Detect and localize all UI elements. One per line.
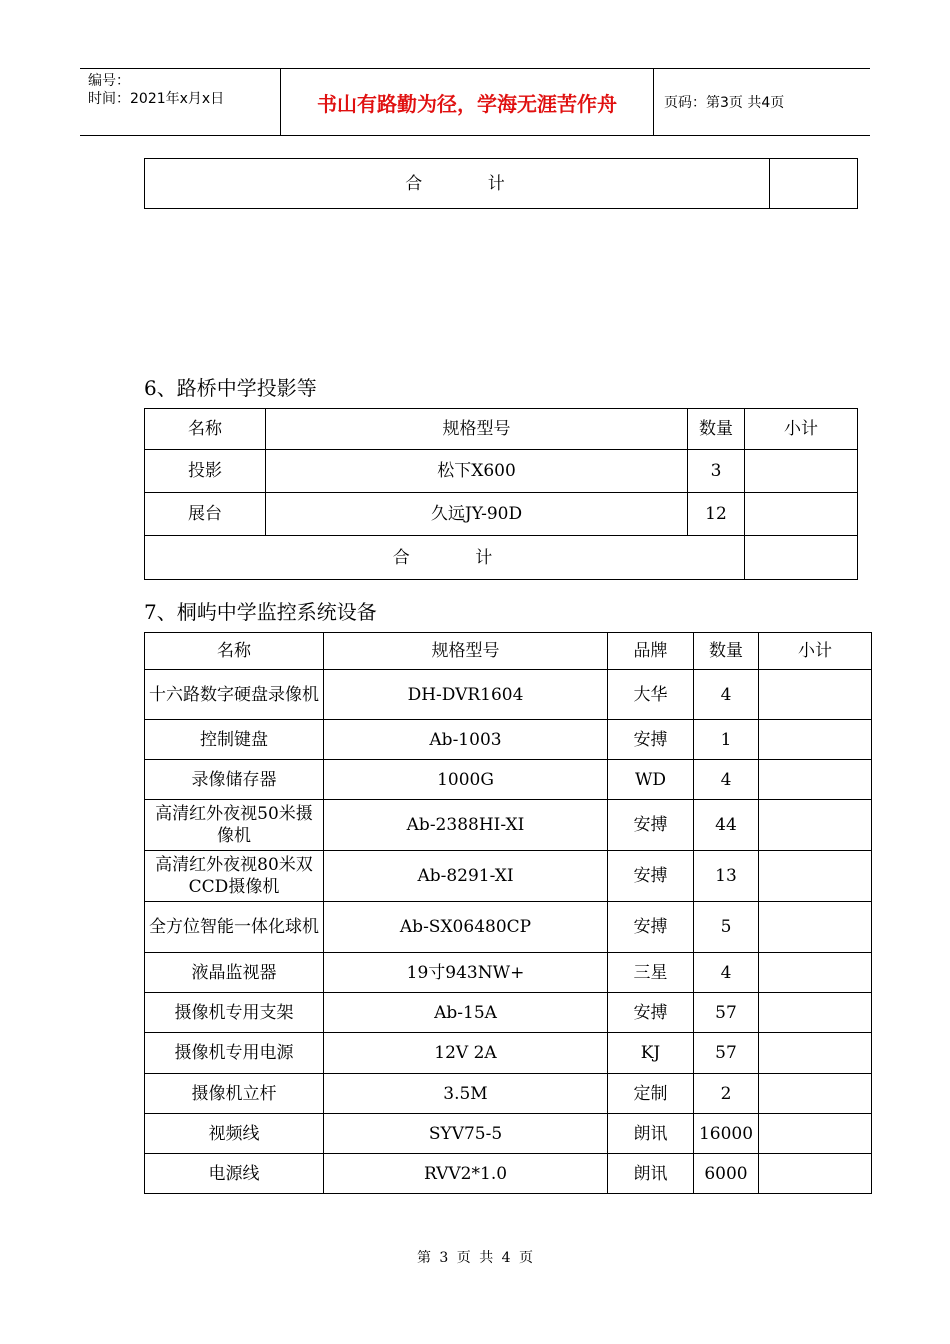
cell-quantity: 4 [694,953,759,993]
cell-model: RVV2*1.0 [324,1154,608,1194]
header-cell: 规格型号 [266,409,688,450]
table-row [145,902,872,953]
cell-name: 高清红外夜视80米双CCD摄像机 [145,851,324,902]
cell-model: Ab-8291-XI [324,851,608,902]
document-date: 时间：2021年x月x日 [88,91,225,107]
table-row [145,1033,872,1074]
total-label: 合 计 [145,536,745,580]
cell-quantity: 16000 [694,1114,759,1154]
cell-subtotal [745,493,858,536]
cell-brand: 安搏 [608,851,694,902]
cell-name: 液晶监视器 [145,953,324,993]
cell-name: 十六路数字硬盘录像机 [145,670,324,720]
cell-subtotal [759,670,872,720]
cell-brand: 朗讯 [608,1154,694,1194]
cell-model: 1000G [324,760,608,800]
cell-model: 12V 2A [324,1033,608,1074]
cell-brand: 朗讯 [608,1114,694,1154]
section-6-table [144,408,858,580]
cell-brand: 定制 [608,1074,694,1114]
table-row [145,450,858,493]
cell-name: 录像储存器 [145,760,324,800]
cell-brand: KJ [608,1033,694,1074]
cell-subtotal [759,902,872,953]
document-number: 编号： [88,73,130,89]
cell-brand: 安搏 [608,800,694,851]
cell-model: Ab-2388HI-XI [324,800,608,851]
table-row [145,800,872,851]
header-cell: 名称 [145,409,266,450]
cell-brand: 安搏 [608,720,694,760]
table-total-row [145,536,858,580]
table-row [145,953,872,993]
cell-model: 久远JY-90D [266,493,688,536]
table-row [145,493,858,536]
cell-subtotal [759,993,872,1033]
cell-brand: 大华 [608,670,694,720]
cell-model: SYV75-5 [324,1114,608,1154]
cell-quantity: 1 [694,720,759,760]
header-cell: 规格型号 [324,633,608,670]
cell-name: 摄像机专用支架 [145,993,324,1033]
header-cell: 小计 [745,409,858,450]
cell-quantity: 57 [694,993,759,1033]
cell-quantity: 57 [694,1033,759,1074]
cell-quantity: 6000 [694,1154,759,1194]
cell-subtotal [759,1154,872,1194]
table-row [145,760,872,800]
cell-name: 控制键盘 [145,720,324,760]
header-cell: 名称 [145,633,324,670]
cell-name: 高清红外夜视50米摄像机 [145,800,324,851]
page-header [80,68,870,136]
cell-brand: 三星 [608,953,694,993]
cell-name: 视频线 [145,1114,324,1154]
cell-model: Ab-SX06480CP [324,902,608,953]
header-cell: 数量 [694,633,759,670]
cell-subtotal [759,953,872,993]
cell-model: 3.5M [324,1074,608,1114]
table-row [145,851,872,902]
table-row [145,670,872,720]
cell-quantity: 5 [694,902,759,953]
cell-name: 摄像机专用电源 [145,1033,324,1074]
cell-model: DH-DVR1604 [324,670,608,720]
table-header-row [145,409,858,450]
cell-quantity: 3 [688,450,745,493]
cell-quantity: 4 [694,760,759,800]
cell-quantity: 2 [694,1074,759,1114]
cell-subtotal [745,450,858,493]
total-value [745,536,858,580]
cell-name: 电源线 [145,1154,324,1194]
header-page-number: 页码：第3页 共4页 [664,95,785,111]
table-row [145,993,872,1033]
table-row [145,1154,872,1194]
table-row [145,1074,872,1114]
cell-subtotal [759,851,872,902]
cell-model: Ab-15A [324,993,608,1033]
cell-model: 19寸943NW+ [324,953,608,993]
cell-name: 全方位智能一体化球机 [145,902,324,953]
cell-subtotal [759,1074,872,1114]
table-row [145,720,872,760]
total-value [770,159,858,209]
cell-name: 摄像机立杆 [145,1074,324,1114]
cell-brand: 安搏 [608,993,694,1033]
table-row [145,1114,872,1154]
header-cell: 数量 [688,409,745,450]
cell-brand: 安搏 [608,902,694,953]
cell-subtotal [759,720,872,760]
cell-subtotal [759,800,872,851]
cell-quantity: 44 [694,800,759,851]
cell-quantity: 13 [694,851,759,902]
header-motto: 书山有路勤为径，学海无涯苦作舟 [281,69,654,135]
cell-quantity: 4 [694,670,759,720]
cell-quantity: 12 [688,493,745,536]
cell-name: 投影 [145,450,266,493]
cell-model: Ab-1003 [324,720,608,760]
header-cell: 小计 [759,633,872,670]
cell-name: 展台 [145,493,266,536]
table-header-row [145,633,872,670]
section-7-title: 7、桐屿中学监控系统设备 [144,600,377,624]
total-label: 合 计 [145,159,770,209]
header-cell: 品牌 [608,633,694,670]
page-footer: 第 3 页 共 4 页 [416,1250,534,1266]
cell-subtotal [759,1114,872,1154]
section-6-title: 6、路桥中学投影等 [144,376,317,400]
cell-brand: WD [608,760,694,800]
section-7-table [144,632,872,1194]
cell-subtotal [759,1033,872,1074]
top-total-table [144,158,858,209]
cell-subtotal [759,760,872,800]
header-meta [80,69,281,135]
cell-model: 松下X600 [266,450,688,493]
